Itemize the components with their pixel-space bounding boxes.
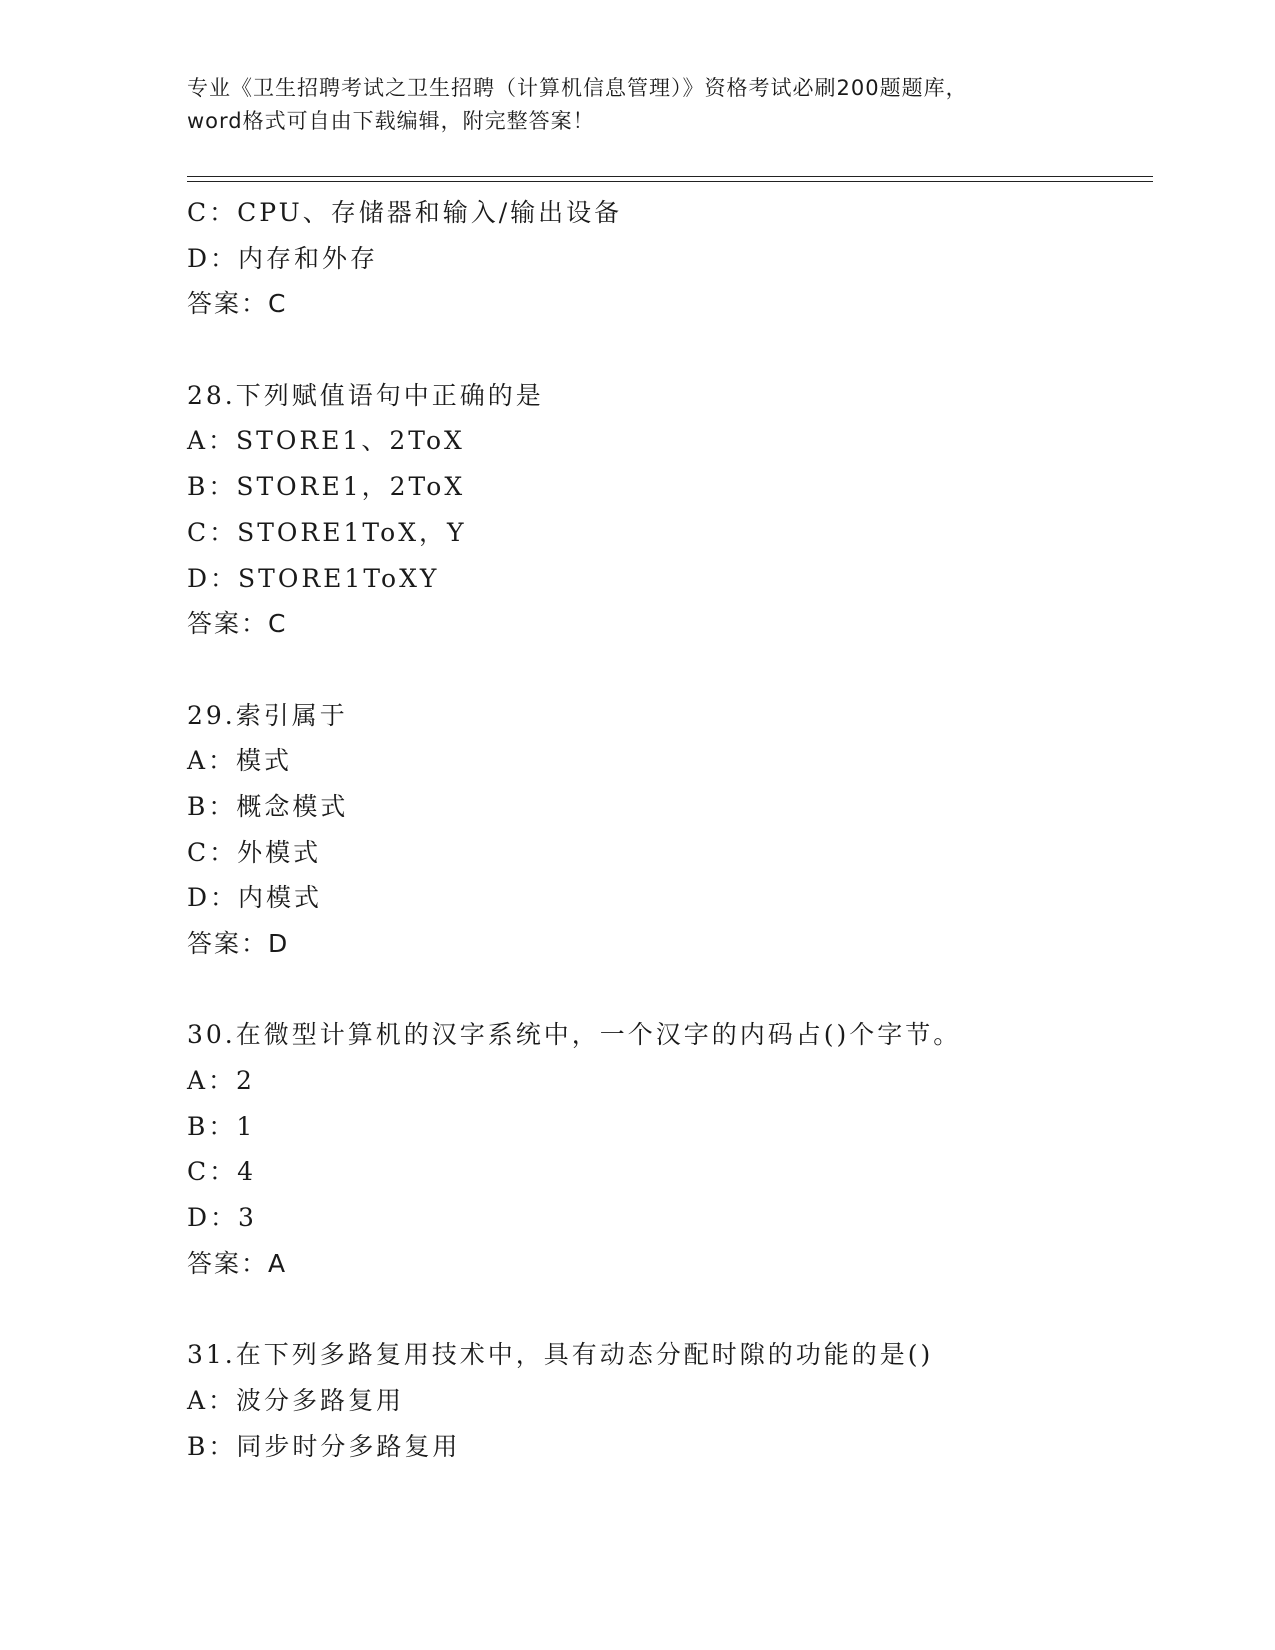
question-stem: 28.下列赋值语句中正确的是: [187, 380, 544, 410]
option-d: D：3: [187, 1203, 257, 1233]
answer: 答案：D: [187, 929, 290, 958]
question-stem: 30.在微型计算机的汉字系统中，一个汉字的内码占()个字节。: [187, 1020, 962, 1050]
option-d: D：内存和外存: [187, 243, 379, 273]
question-stem: 29.索引属于: [187, 700, 348, 730]
question-29: [187, 693, 1153, 967]
question-stem: 31.在下列多路复用技术中，具有动态分配时隙的功能的是(): [187, 1340, 934, 1370]
answer: 答案：C: [187, 609, 288, 639]
option-d: D：STORE1ToXY: [187, 563, 440, 593]
option-a: A：波分多路复用: [187, 1385, 405, 1415]
option-a: A：2: [187, 1066, 255, 1096]
option-b: B：1: [187, 1111, 256, 1141]
question-28: [187, 373, 1153, 647]
answer: 答案：A: [187, 1248, 288, 1278]
document-header: [187, 72, 1087, 138]
header-line-1: 专业《卫生招聘考试之卫生招聘（计算机信息管理）》资格考试必刷200题题库，: [187, 76, 968, 100]
question-31: [187, 1332, 1153, 1469]
header-divider-top: [187, 176, 1153, 177]
option-a: A：STORE1、2ToX: [187, 426, 465, 456]
header-line-2: word格式可自由下载编辑，附完整答案！: [187, 109, 595, 133]
option-a: A：模式: [187, 746, 293, 776]
question-30: [187, 1012, 1153, 1286]
option-c: C：4: [187, 1157, 257, 1187]
option-c: C：STORE1ToX，Y: [187, 517, 467, 547]
option-b: B：同步时分多路复用: [187, 1431, 461, 1461]
option-b: B：STORE1，2ToX: [187, 472, 466, 502]
option-b: B：概念模式: [187, 791, 349, 821]
option-d: D：内模式: [187, 883, 323, 913]
option-c: C：CPU、存储器和输入/输出设备: [187, 198, 623, 227]
question-fragment: [187, 190, 1153, 327]
header-divider-bottom: [187, 181, 1153, 182]
answer: 答案：C: [187, 289, 288, 319]
option-c: C：外模式: [187, 837, 322, 867]
question-content: [187, 190, 1153, 1469]
